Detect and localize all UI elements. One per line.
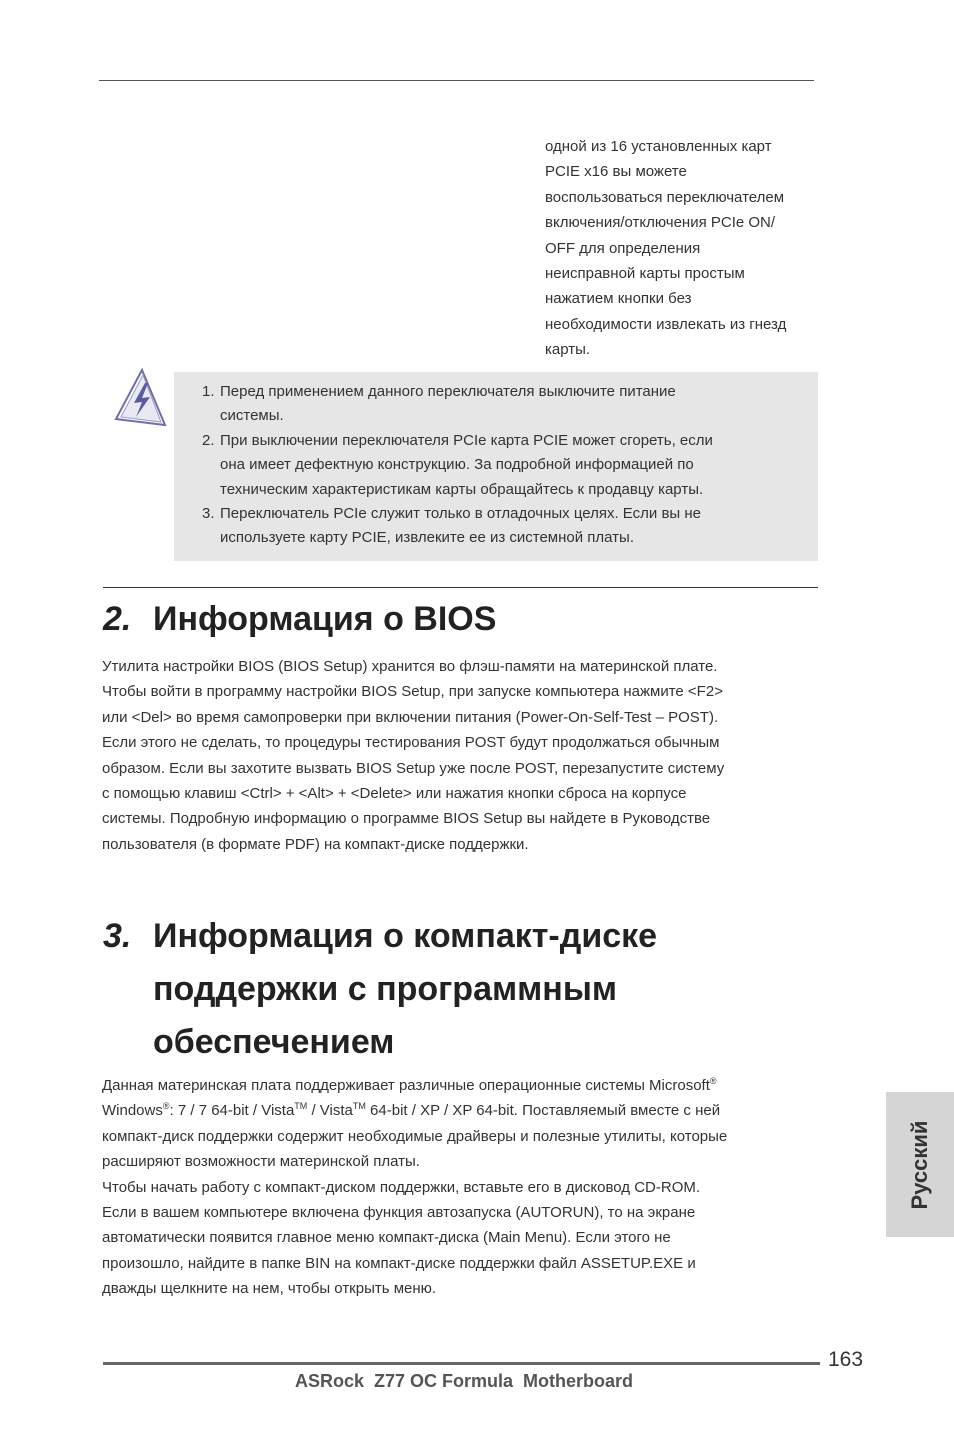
note-number: 1. bbox=[202, 383, 215, 400]
paragraph-line bbox=[102, 1073, 727, 1098]
paragraph-line: Если этого не сделать, то процедуры тестирования POST будут продолжаться обычным bbox=[102, 734, 720, 752]
section2-heading bbox=[103, 600, 496, 639]
section3-title-line: поддержки с программным bbox=[153, 970, 618, 1008]
section3-title-line: Информация о компакт-диске bbox=[153, 917, 658, 955]
section3-title bbox=[153, 910, 657, 1069]
side-column-text bbox=[545, 134, 825, 363]
paragraph-line: Если в вашем компьютере включена функция автозапуска (AUTORUN), то на экране bbox=[102, 1204, 696, 1222]
side-line: воспользоваться переключателем bbox=[545, 188, 785, 206]
paragraph-line: образом. Если вы захотите вызвать BIOS Setup уже после POST, перезапустите систему bbox=[102, 759, 725, 777]
cd-paragraph bbox=[102, 1073, 727, 1302]
section3-number: 3. bbox=[103, 917, 132, 955]
side-line: неисправной карты простым bbox=[545, 265, 745, 283]
paragraph-line: Утилита настройки BIOS (BIOS Setup) хранится во флэш-памяти на материнской плате. bbox=[102, 658, 718, 675]
registered-mark: ® bbox=[162, 1101, 170, 1112]
paragraph-line: Чтобы начать работу с компакт-диском поддержки, вставьте его в дисковод CD-ROM. bbox=[102, 1178, 701, 1196]
note-list bbox=[202, 380, 713, 551]
note-line: техническим характеристикам карты обращайтесь к продавцу карты. bbox=[220, 480, 704, 498]
section3-title-line: обеспечением bbox=[153, 1023, 395, 1061]
paragraph-line: расширяют возможности материнской платы. bbox=[102, 1153, 420, 1171]
top-rule bbox=[99, 80, 814, 81]
note-number: 3. bbox=[202, 505, 215, 523]
text-run: / Vista bbox=[307, 1102, 353, 1120]
paragraph-line: с помощью клавиш <Ctrl> + <Alt> + <Delete> или нажатия кнопки сброса на корпусе bbox=[102, 785, 687, 803]
paragraph-line: автоматически появится главное меню компакт-диска (Main Menu). Если этого не bbox=[102, 1229, 671, 1247]
trademark-mark: TM bbox=[352, 1101, 366, 1112]
note-item bbox=[202, 502, 713, 551]
trademark-mark: TM bbox=[294, 1101, 308, 1112]
registered-mark: ® bbox=[709, 1076, 717, 1086]
paragraph-line: дважды щелкните на нем, чтобы открыть меню. bbox=[102, 1280, 437, 1298]
note-number: 2. bbox=[202, 431, 215, 449]
section2-title: Информация о BIOS bbox=[153, 600, 497, 638]
side-line: одной из 16 установленных карт bbox=[545, 138, 772, 155]
note-line: Переключатель PCIe служит только в отладочных целях. Если вы не bbox=[220, 505, 701, 523]
note-item bbox=[202, 429, 713, 502]
note-line: При выключении переключателя PCIe карта PCIE может сгореть, если bbox=[220, 431, 713, 449]
paragraph-line: Чтобы войти в программу настройки BIOS Setup, при запуске компьютера нажмите <F2> bbox=[102, 683, 723, 701]
footer-title: ASRock Z77 OC Formula Motherboard bbox=[295, 1371, 634, 1391]
paragraph-line: или <Del> во время самопроверки при включении питания (Power-On-Self-Test – POST). bbox=[102, 708, 719, 726]
page-number: 163 bbox=[828, 1348, 864, 1371]
note-line: системы. bbox=[220, 407, 284, 425]
note-item bbox=[202, 380, 713, 429]
language-tab-label: Русский bbox=[907, 1120, 932, 1209]
warning-lightning-icon bbox=[112, 367, 168, 429]
text-run: : 7 / 7 64-bit / Vista bbox=[169, 1102, 295, 1120]
paragraph-line: системы. Подробную информацию о программе BIOS Setup вы найдете в Руководстве bbox=[102, 810, 711, 828]
section2-number: 2. bbox=[103, 600, 132, 638]
paragraph-line bbox=[102, 1098, 727, 1123]
note-line: используете карту PCIE, извлеките ее из системной платы. bbox=[220, 529, 634, 547]
side-line: необходимости извлекать из гнезд bbox=[545, 315, 787, 333]
side-line: нажатием кнопки без bbox=[545, 290, 692, 308]
side-line: включения/отключения PCIe ON/ bbox=[545, 214, 776, 232]
paragraph-line: пользователя (в формате PDF) на компакт-диске поддержки. bbox=[102, 835, 529, 853]
side-line: OFF для определения bbox=[545, 239, 701, 257]
text-run: Данная материнская плата поддерживает различные операционные системы Microsoft bbox=[102, 1077, 710, 1094]
bios-paragraph bbox=[102, 654, 724, 857]
paragraph-line: произошло, найдите в папке BIN на компакт-диске поддержки файл ASSETUP.EXE и bbox=[102, 1254, 696, 1272]
paragraph-line: компакт-диск поддержки содержит необходимые драйверы и полезные утилиты, которые bbox=[102, 1127, 728, 1145]
side-line: PCIE x16 вы можете bbox=[545, 163, 687, 181]
note-line: Перед применением данного переключателя выключите питание bbox=[220, 383, 676, 400]
note-line: она имеет дефектную конструкцию. За подробной информацией по bbox=[220, 456, 694, 474]
text-run: 64-bit / XP / XP 64-bit. Поставляемый вместе с ней bbox=[365, 1102, 721, 1120]
section-rule bbox=[103, 587, 818, 588]
side-line: карты. bbox=[545, 341, 591, 359]
text-run: Windows bbox=[102, 1102, 163, 1120]
language-tab bbox=[886, 1092, 954, 1237]
warning-note-box bbox=[174, 372, 818, 561]
footer-rule bbox=[103, 1362, 820, 1365]
